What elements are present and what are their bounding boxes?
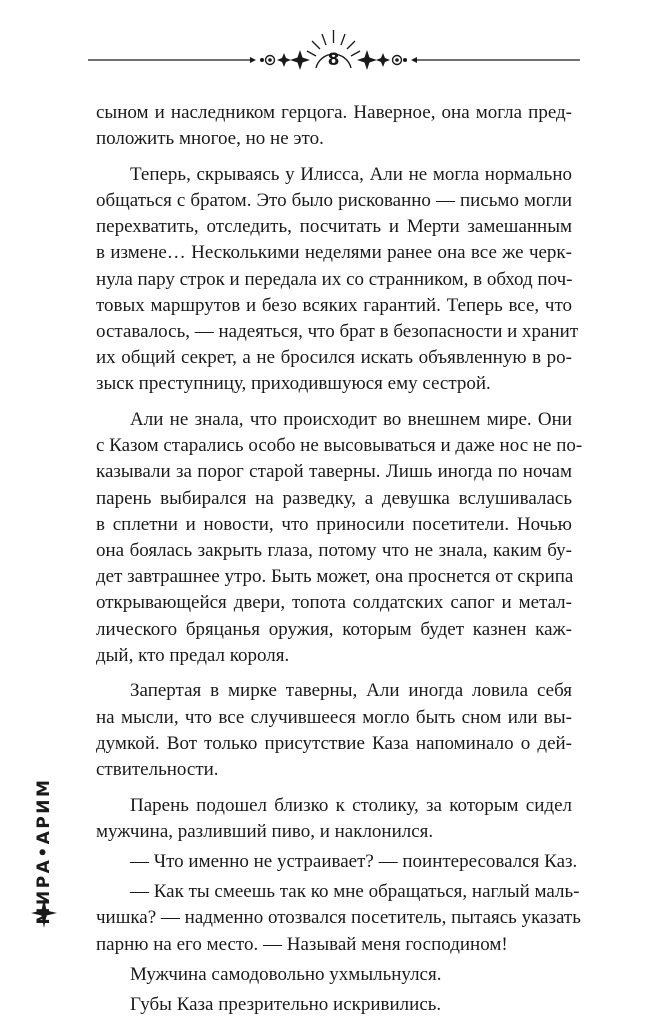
- text-line: Али не знала, что происходит во внешнем мире. Они: [130, 409, 572, 431]
- text-line: Парень подошел близко к столику, за которым сидел: [130, 794, 572, 816]
- text-line: она боялась закрыть глаза, потому что не знала, каким бу-: [96, 540, 572, 561]
- text-line: открывающейся двери, топота солдатских сапог и метал-: [96, 592, 572, 614]
- text-line: перехватить, отследить, посчитать и Мерти замешанным: [96, 216, 572, 238]
- text-line: — Что именно не устраивает? — поинтересовался Каз.: [130, 851, 578, 873]
- text-line: общаться с братом. Это было рискованно — письмо могли: [96, 190, 572, 212]
- text-line: оставалось, — надеяться, что брат в безопасности и хранит: [96, 321, 579, 342]
- text-line: чишка? — надменно отозвался посетитель, пытаясь указать: [96, 907, 581, 929]
- text-line: ствительности.: [96, 759, 219, 780]
- text-line: их общий секрет, а не бросился искать объявленную в ро-: [96, 347, 572, 369]
- text-line: дет завтрашнее утро. Быть может, она проснется от скрипа: [96, 566, 574, 588]
- page-number: 8: [327, 50, 340, 70]
- text-line: зыск преступницу, приходившуюся ему сестрой.: [96, 373, 491, 395]
- text-line: положить многое, но не это.: [96, 128, 324, 150]
- text-line: с Казом старались особо не высовываться и даже нос не по-: [96, 435, 583, 457]
- text-line: Мужчина самодовольно ухмыльнулся.: [130, 963, 442, 985]
- text-line: товых маршрутов и безо всяких гарантий. Теперь все, что: [96, 294, 572, 316]
- text-line: на мысли, что все случившееся могло быть сном или вы-: [96, 706, 572, 728]
- text-line: Губы Каза презрительно искривились.: [130, 994, 442, 1015]
- text-line: парню на его место. — Называй меня господином!: [96, 933, 508, 955]
- author-name: МИРА•АРИМ: [34, 777, 54, 925]
- text-line: парень выбирался на разведку, а девушка вслушивалась: [96, 487, 572, 509]
- text-line: Запертая в мирке таверны, Али иногда ловила себя: [130, 680, 572, 702]
- text-line: казывали за порог старой таверны. Лишь иногда по ночам: [96, 461, 572, 483]
- text-line: — Как ты смеешь так ко мне обращаться, наглый маль-: [130, 881, 580, 903]
- text-line: лического бряцанья оружия, которым будет казнен каж-: [96, 618, 572, 640]
- text-line: думкой. Вот только присутствие Каза напоминало о дей-: [96, 732, 572, 754]
- text-line: сыном и наследником герцога. Наверное, она могла пред-: [96, 102, 572, 123]
- text-line: в сплетни и новости, что приносили посетители. Ночью: [96, 513, 572, 535]
- body-text: [96, 100, 583, 1018]
- text-line: нула пару строк и передала их со странником, в обход поч-: [96, 268, 573, 290]
- text-line: мужчина, разливший пиво, и наклонился.: [96, 820, 434, 842]
- text-line: Теперь, скрываясь у Илисса, Али не могла нормально: [130, 163, 572, 185]
- text-line: в измене… Несколькими неделями ранее она все же черк-: [96, 242, 572, 264]
- text-line: дый, кто предал короля.: [96, 644, 290, 666]
